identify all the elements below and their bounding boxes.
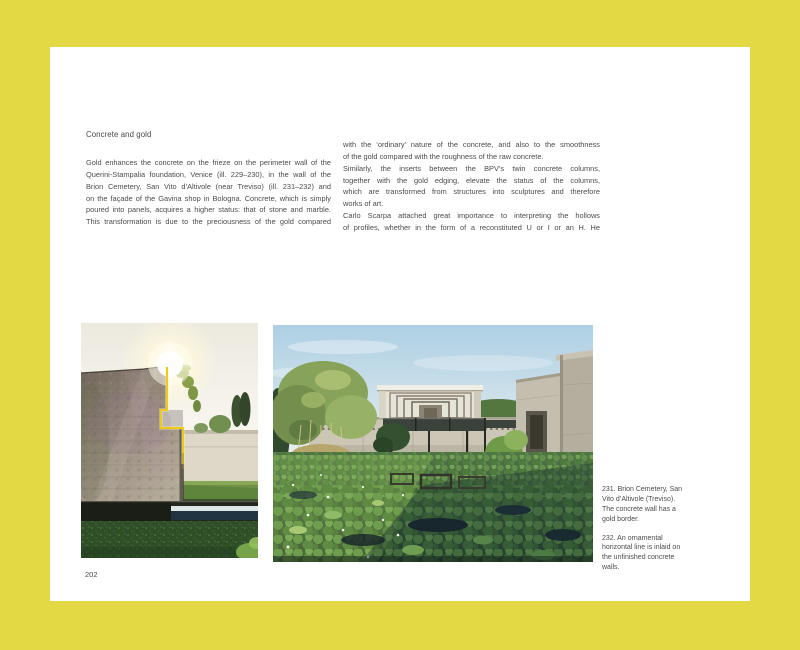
- text-line: Querini-Stampalia foundation, Venice (ill. 229–230), in the wall of the: [86, 169, 331, 179]
- figure-231-gold-border-wall: [81, 323, 258, 558]
- text-line: Gold enhances the concrete on the frieze on the perimeter wall of the: [86, 158, 331, 167]
- text-line: gold border.: [602, 515, 639, 523]
- text-line: 231. Brion Cemetery, San: [602, 486, 683, 493]
- text-line: Brion Cemetery, San Vito d’Altivole (near Treviso) (ill. 231–232) and: [86, 181, 331, 191]
- text-line: Similarly, the inserts between the BPV’s twin concrete columns,: [343, 163, 600, 173]
- text-line: Carlo Scarpa attached great importance to interpreting the hollows: [343, 211, 600, 221]
- caption-232: [602, 534, 698, 574]
- page-number: 202: [85, 570, 98, 579]
- figure-captions: [602, 485, 698, 582]
- figure-232-lily-pond: [273, 325, 593, 562]
- text-line: of profiles, whether in the form of a reconstituted U or I or an H. He: [343, 222, 600, 232]
- text-line: works of art.: [343, 199, 384, 209]
- section-heading: Concrete and gold: [86, 130, 152, 139]
- caption-231: [602, 485, 698, 525]
- text-line: This transformation is due to the preciousness of the gold compared: [86, 217, 331, 227]
- text-line: walls.: [602, 564, 620, 572]
- photo-gold-border-wall: [81, 323, 258, 558]
- text-line: the unfinished concrete: [602, 554, 675, 562]
- text-line: with the ‘ordinary’ nature of the concrete, and also to the smoothness: [343, 140, 600, 149]
- text-line: which are transformed from structures into sculptures and therefore: [343, 187, 600, 197]
- text-line: together with the gold edging, elevate the status of the columns,: [343, 175, 600, 185]
- text-column-right: [343, 139, 600, 234]
- photo-lily-pond: [273, 325, 593, 562]
- text-line: of the gold compared with the roughness of the raw concrete.: [343, 151, 544, 161]
- lily-pond: [273, 452, 593, 562]
- text-line: The concrete wall has a: [602, 505, 676, 513]
- text-line: on the façade of the Gavina shop in Bologna. Concrete, which is simply: [86, 193, 331, 203]
- meditation-pavilion: [377, 385, 483, 418]
- book-page: [50, 47, 750, 601]
- text-line: Vito d’Altivole (Treviso).: [602, 495, 676, 503]
- text-column-left: [86, 157, 331, 228]
- text-line: 232. An ornamental: [602, 534, 663, 542]
- text-line: horizontal line is inlaid on: [602, 544, 681, 552]
- text-line: poured into panels, acquires a higher status: that of stone and marble.: [86, 205, 331, 215]
